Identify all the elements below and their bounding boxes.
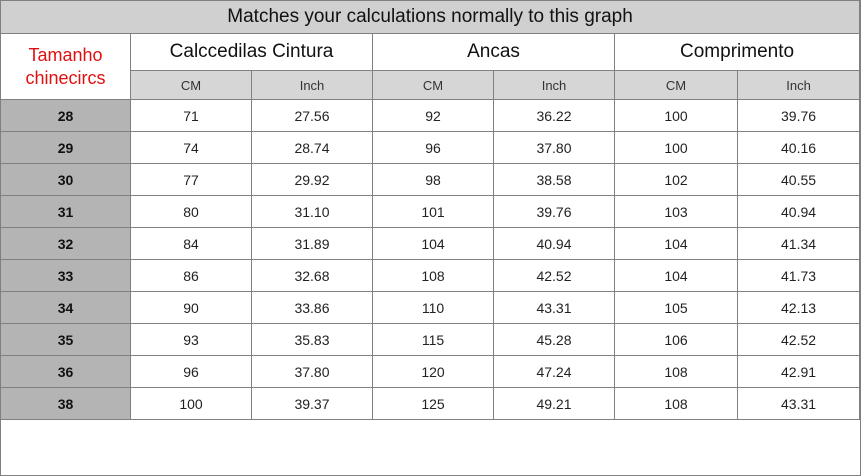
value-cell: 40.16: [738, 132, 860, 164]
size-cell: 35: [1, 324, 131, 356]
value-cell: 39.76: [494, 196, 615, 228]
value-cell: 31.10: [252, 196, 373, 228]
value-cell: 40.55: [738, 164, 860, 196]
value-cell: 103: [615, 196, 738, 228]
value-cell: 98: [373, 164, 494, 196]
unit-header-hips-inch: Inch: [494, 71, 615, 100]
value-cell: 32.68: [252, 260, 373, 292]
table-row: [1, 260, 860, 292]
value-cell: 35.83: [252, 324, 373, 356]
size-header-line2: chinecircs: [25, 67, 106, 88]
size-cell: 34: [1, 292, 131, 324]
value-cell: 41.73: [738, 260, 860, 292]
group-header-length: Comprimento: [615, 34, 860, 71]
size-cell: 28: [1, 100, 131, 132]
value-cell: 104: [373, 228, 494, 260]
group-header-hips: Ancas: [373, 34, 615, 71]
value-cell: 108: [615, 356, 738, 388]
value-cell: 40.94: [738, 196, 860, 228]
value-cell: 38.58: [494, 164, 615, 196]
value-cell: 125: [373, 388, 494, 420]
size-cell: 33: [1, 260, 131, 292]
unit-header-length-cm: CM: [615, 71, 738, 100]
value-cell: 86: [131, 260, 252, 292]
unit-header-waist-inch: Inch: [252, 71, 373, 100]
table-row: [1, 132, 860, 164]
value-cell: 105: [615, 292, 738, 324]
value-cell: 37.80: [252, 356, 373, 388]
value-cell: 108: [373, 260, 494, 292]
value-cell: 74: [131, 132, 252, 164]
value-cell: 42.52: [738, 324, 860, 356]
value-cell: 115: [373, 324, 494, 356]
table-row: [1, 356, 860, 388]
unit-header-waist-cm: CM: [131, 71, 252, 100]
value-cell: 43.31: [738, 388, 860, 420]
value-cell: 96: [131, 356, 252, 388]
size-cell: 38: [1, 388, 131, 420]
value-cell: 37.80: [494, 132, 615, 164]
value-cell: 31.89: [252, 228, 373, 260]
size-column-header: [1, 34, 131, 100]
table-row: [1, 196, 860, 228]
size-cell: 36: [1, 356, 131, 388]
unit-header-hips-cm: CM: [373, 71, 494, 100]
value-cell: 96: [373, 132, 494, 164]
value-cell: 101: [373, 196, 494, 228]
value-cell: 27.56: [252, 100, 373, 132]
group-header-waist: Calccedilas Cintura: [131, 34, 373, 71]
value-cell: 43.31: [494, 292, 615, 324]
value-cell: 92: [373, 100, 494, 132]
table-row: [1, 228, 860, 260]
value-cell: 28.74: [252, 132, 373, 164]
size-cell: 29: [1, 132, 131, 164]
value-cell: 100: [131, 388, 252, 420]
size-cell: 31: [1, 196, 131, 228]
value-cell: 42.52: [494, 260, 615, 292]
value-cell: 45.28: [494, 324, 615, 356]
value-cell: 108: [615, 388, 738, 420]
value-cell: 110: [373, 292, 494, 324]
value-cell: 120: [373, 356, 494, 388]
table-row: [1, 292, 860, 324]
table-row: [1, 164, 860, 196]
table-row: [1, 100, 860, 132]
value-cell: 39.37: [252, 388, 373, 420]
table-row: [1, 324, 860, 356]
unit-header-length-inch: Inch: [738, 71, 860, 100]
value-cell: 106: [615, 324, 738, 356]
value-cell: 80: [131, 196, 252, 228]
value-cell: 93: [131, 324, 252, 356]
value-cell: 100: [615, 100, 738, 132]
value-cell: 100: [615, 132, 738, 164]
chart-title: Matches your calculations normally to this graph: [1, 1, 860, 34]
size-cell: 30: [1, 164, 131, 196]
size-header-line1: Tamanho: [28, 44, 103, 65]
value-cell: 40.94: [494, 228, 615, 260]
value-cell: 102: [615, 164, 738, 196]
size-cell: 32: [1, 228, 131, 260]
value-cell: 42.91: [738, 356, 860, 388]
value-cell: 104: [615, 260, 738, 292]
table-row: [1, 388, 860, 420]
value-cell: 49.21: [494, 388, 615, 420]
value-cell: 33.86: [252, 292, 373, 324]
value-cell: 29.92: [252, 164, 373, 196]
value-cell: 47.24: [494, 356, 615, 388]
value-cell: 41.34: [738, 228, 860, 260]
value-cell: 36.22: [494, 100, 615, 132]
value-cell: 42.13: [738, 292, 860, 324]
value-cell: 71: [131, 100, 252, 132]
size-chart-body: [1, 100, 860, 420]
value-cell: 104: [615, 228, 738, 260]
value-cell: 77: [131, 164, 252, 196]
value-cell: 90: [131, 292, 252, 324]
value-cell: 84: [131, 228, 252, 260]
value-cell: 39.76: [738, 100, 860, 132]
